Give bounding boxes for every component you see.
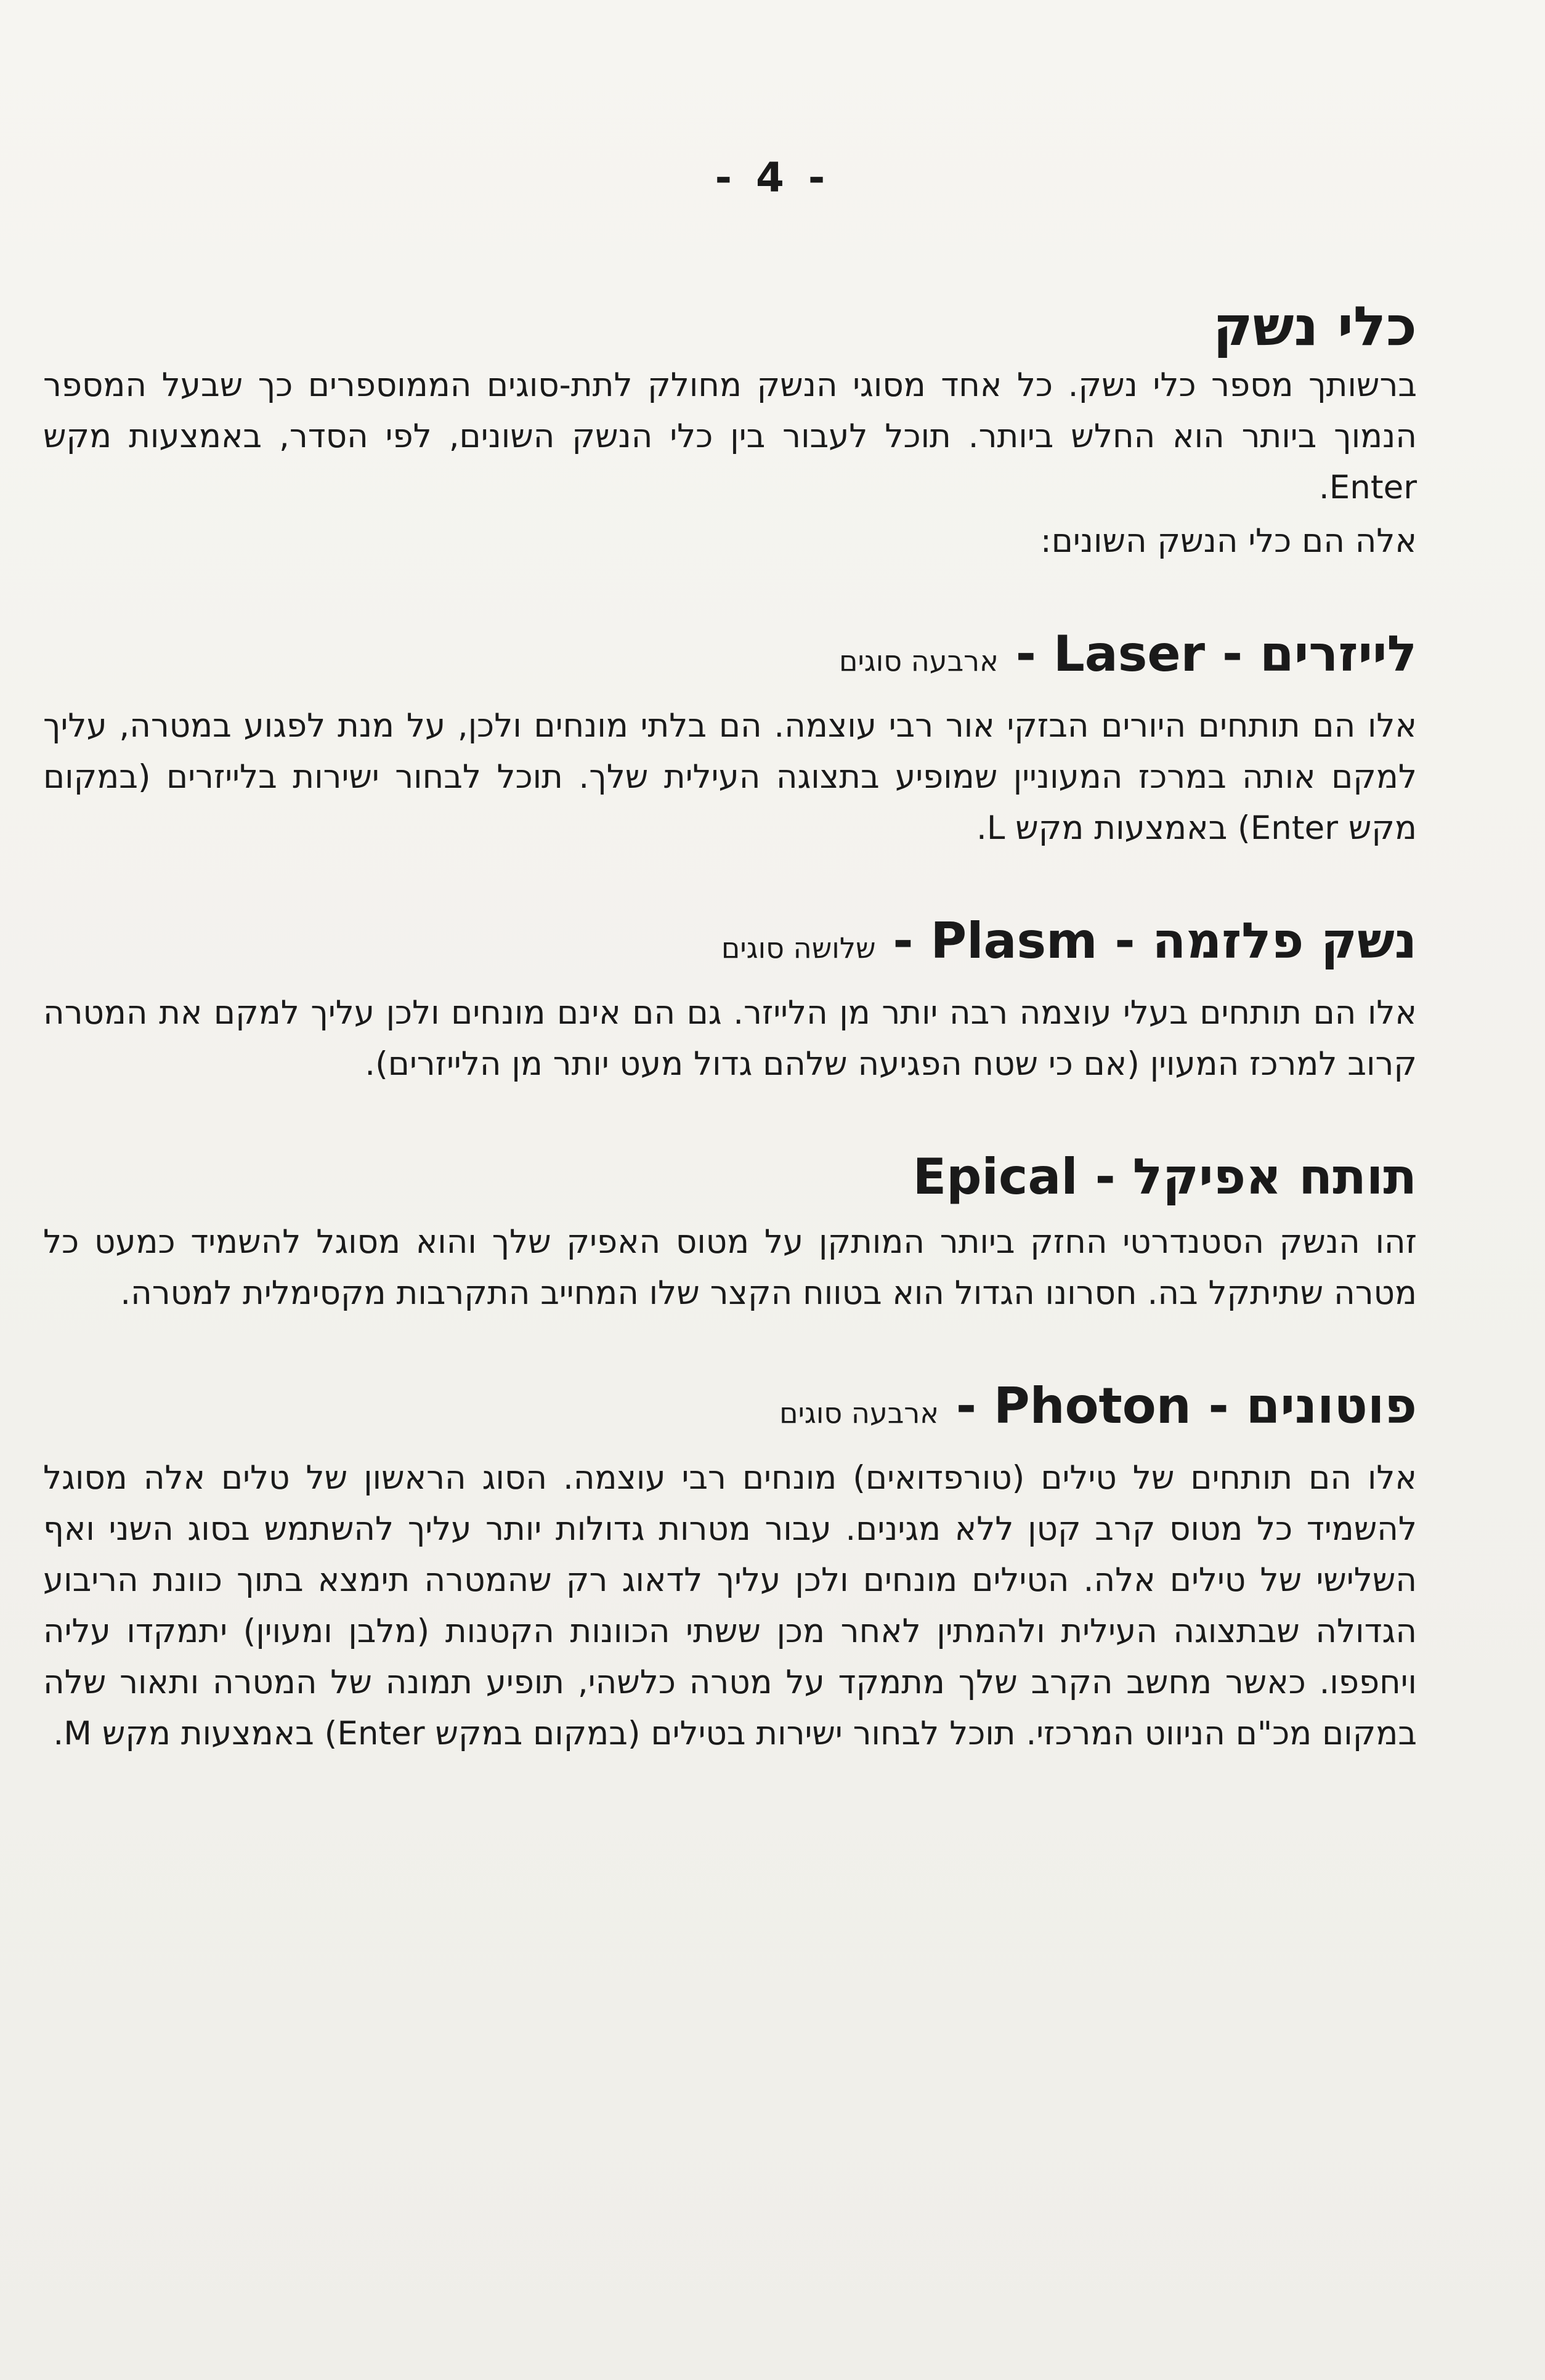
- plasma-title-en: Plasm: [930, 912, 1098, 969]
- photon-title-he: פוטונים: [1246, 1377, 1417, 1435]
- page-number: - 4 -: [715, 154, 830, 201]
- plasma-description: אלו הם תותחים בעלי עוצמה רבה יותר מן הלייזר. גם הם אינם מונחים ולכן עליך למקם את המטרה קרוב למרכז המעוין (אם כי שטח הפגיעה שלהם גדול מעט יותר מן הלייזרים).: [43, 994, 1417, 1083]
- photon-title-en: Photon: [993, 1377, 1191, 1435]
- epical-title-he: תותח אפיקל: [1132, 1148, 1417, 1205]
- plasma-heading: נשק פלזמה - Plasm - שלושה סוגים: [721, 912, 1417, 969]
- photon-section: [43, 1375, 1417, 1759]
- epical-section: [43, 1146, 1417, 1319]
- photon-description: אלו הם תותחים של טילים (טורפדואים) מונחים רבי עוצמה. הסוג הראשון של טלים אלה מסוגל להשמיד כל מטוס קרב קטן ללא מגינים. עבור מטרות גדולות יותר עליך להשתמש בסוג השני ואף השלישי של טילים אלה. הטילים מונחים ולכן עליך לדאוג רק שהמטרה תימצא בתוך כוונת הריבוע הגדולה שבתצוגה העילית ולהמתין לאחר מכן ששתי הכוונות הקטנות (מלבן ומעוין) יתמקדו עליה ויחפפו. כאשר מחשב הקרב שלך מתמקד על מטרה כלשהי, תופיע תמונה של המטרה ותאור שלה במקום מכ"ם הניווט המרכזי. תוכל לבחור ישירות בטילים (במקום במקש Enter) באמצעות מקש M.: [43, 1459, 1417, 1752]
- plasma-section: [43, 910, 1417, 1090]
- epical-heading: תותח אפיקל - Epical: [912, 1148, 1417, 1205]
- weapons-title: כלי נשק: [1212, 294, 1417, 358]
- epical-description: זהו הנשק הסטנדרטי החזק ביותר המותקן על מטוס האפיק שלך והוא מסוגל להשמיד כמעט כל מטרה שתיתקל בה. חסרונו הגדול הוא בטווח הקצר שלו המחייב התקרבות מקסימלית למטרה.: [43, 1223, 1417, 1312]
- intro-section: [43, 296, 1417, 567]
- plasma-title-he: נשק פלזמה: [1152, 912, 1417, 969]
- intro-list-lead: אלה הם כלי הנשק השונים:: [1040, 522, 1417, 560]
- laser-subtitle: ארבעה סוגים: [838, 644, 999, 678]
- photon-subtitle: ארבעה סוגים: [779, 1396, 939, 1430]
- photon-heading: פוטונים - Photon - ארבעה סוגים: [779, 1377, 1417, 1435]
- plasma-subtitle: שלושה סוגים: [721, 931, 876, 965]
- page-content: [43, 296, 1417, 1816]
- laser-heading: לייזרים - Laser - ארבעה סוגים: [838, 625, 1417, 682]
- intro-paragraph: ברשותך מספר כלי נשק. כל אחד מסוגי הנשק מחולק לתת-סוגים הממוספרים כך שבעל המספר הנמוך ביותר הוא החלש ביותר. תוכל לעבור בין כלי הנשק השונים, לפי הסדר, באמצעות מקש Enter.: [43, 366, 1417, 506]
- laser-description: אלו הם תותחים היורים הבזקי אור רבי עוצמה. הם בלתי מונחים ולכן, על מנת לפגוע במטרה, עליך למקם אותה במרכז המעוניין שמופיע בתצוגה העילית שלך. תוכל לבחור ישירות בלייזרים (במקום מקש Enter) באמצעות מקש L.: [43, 707, 1417, 847]
- laser-title-en: Laser: [1053, 625, 1206, 682]
- epical-title-en: Epical: [912, 1148, 1078, 1205]
- laser-title-he: לייזרים: [1260, 625, 1417, 682]
- laser-section: [43, 623, 1417, 854]
